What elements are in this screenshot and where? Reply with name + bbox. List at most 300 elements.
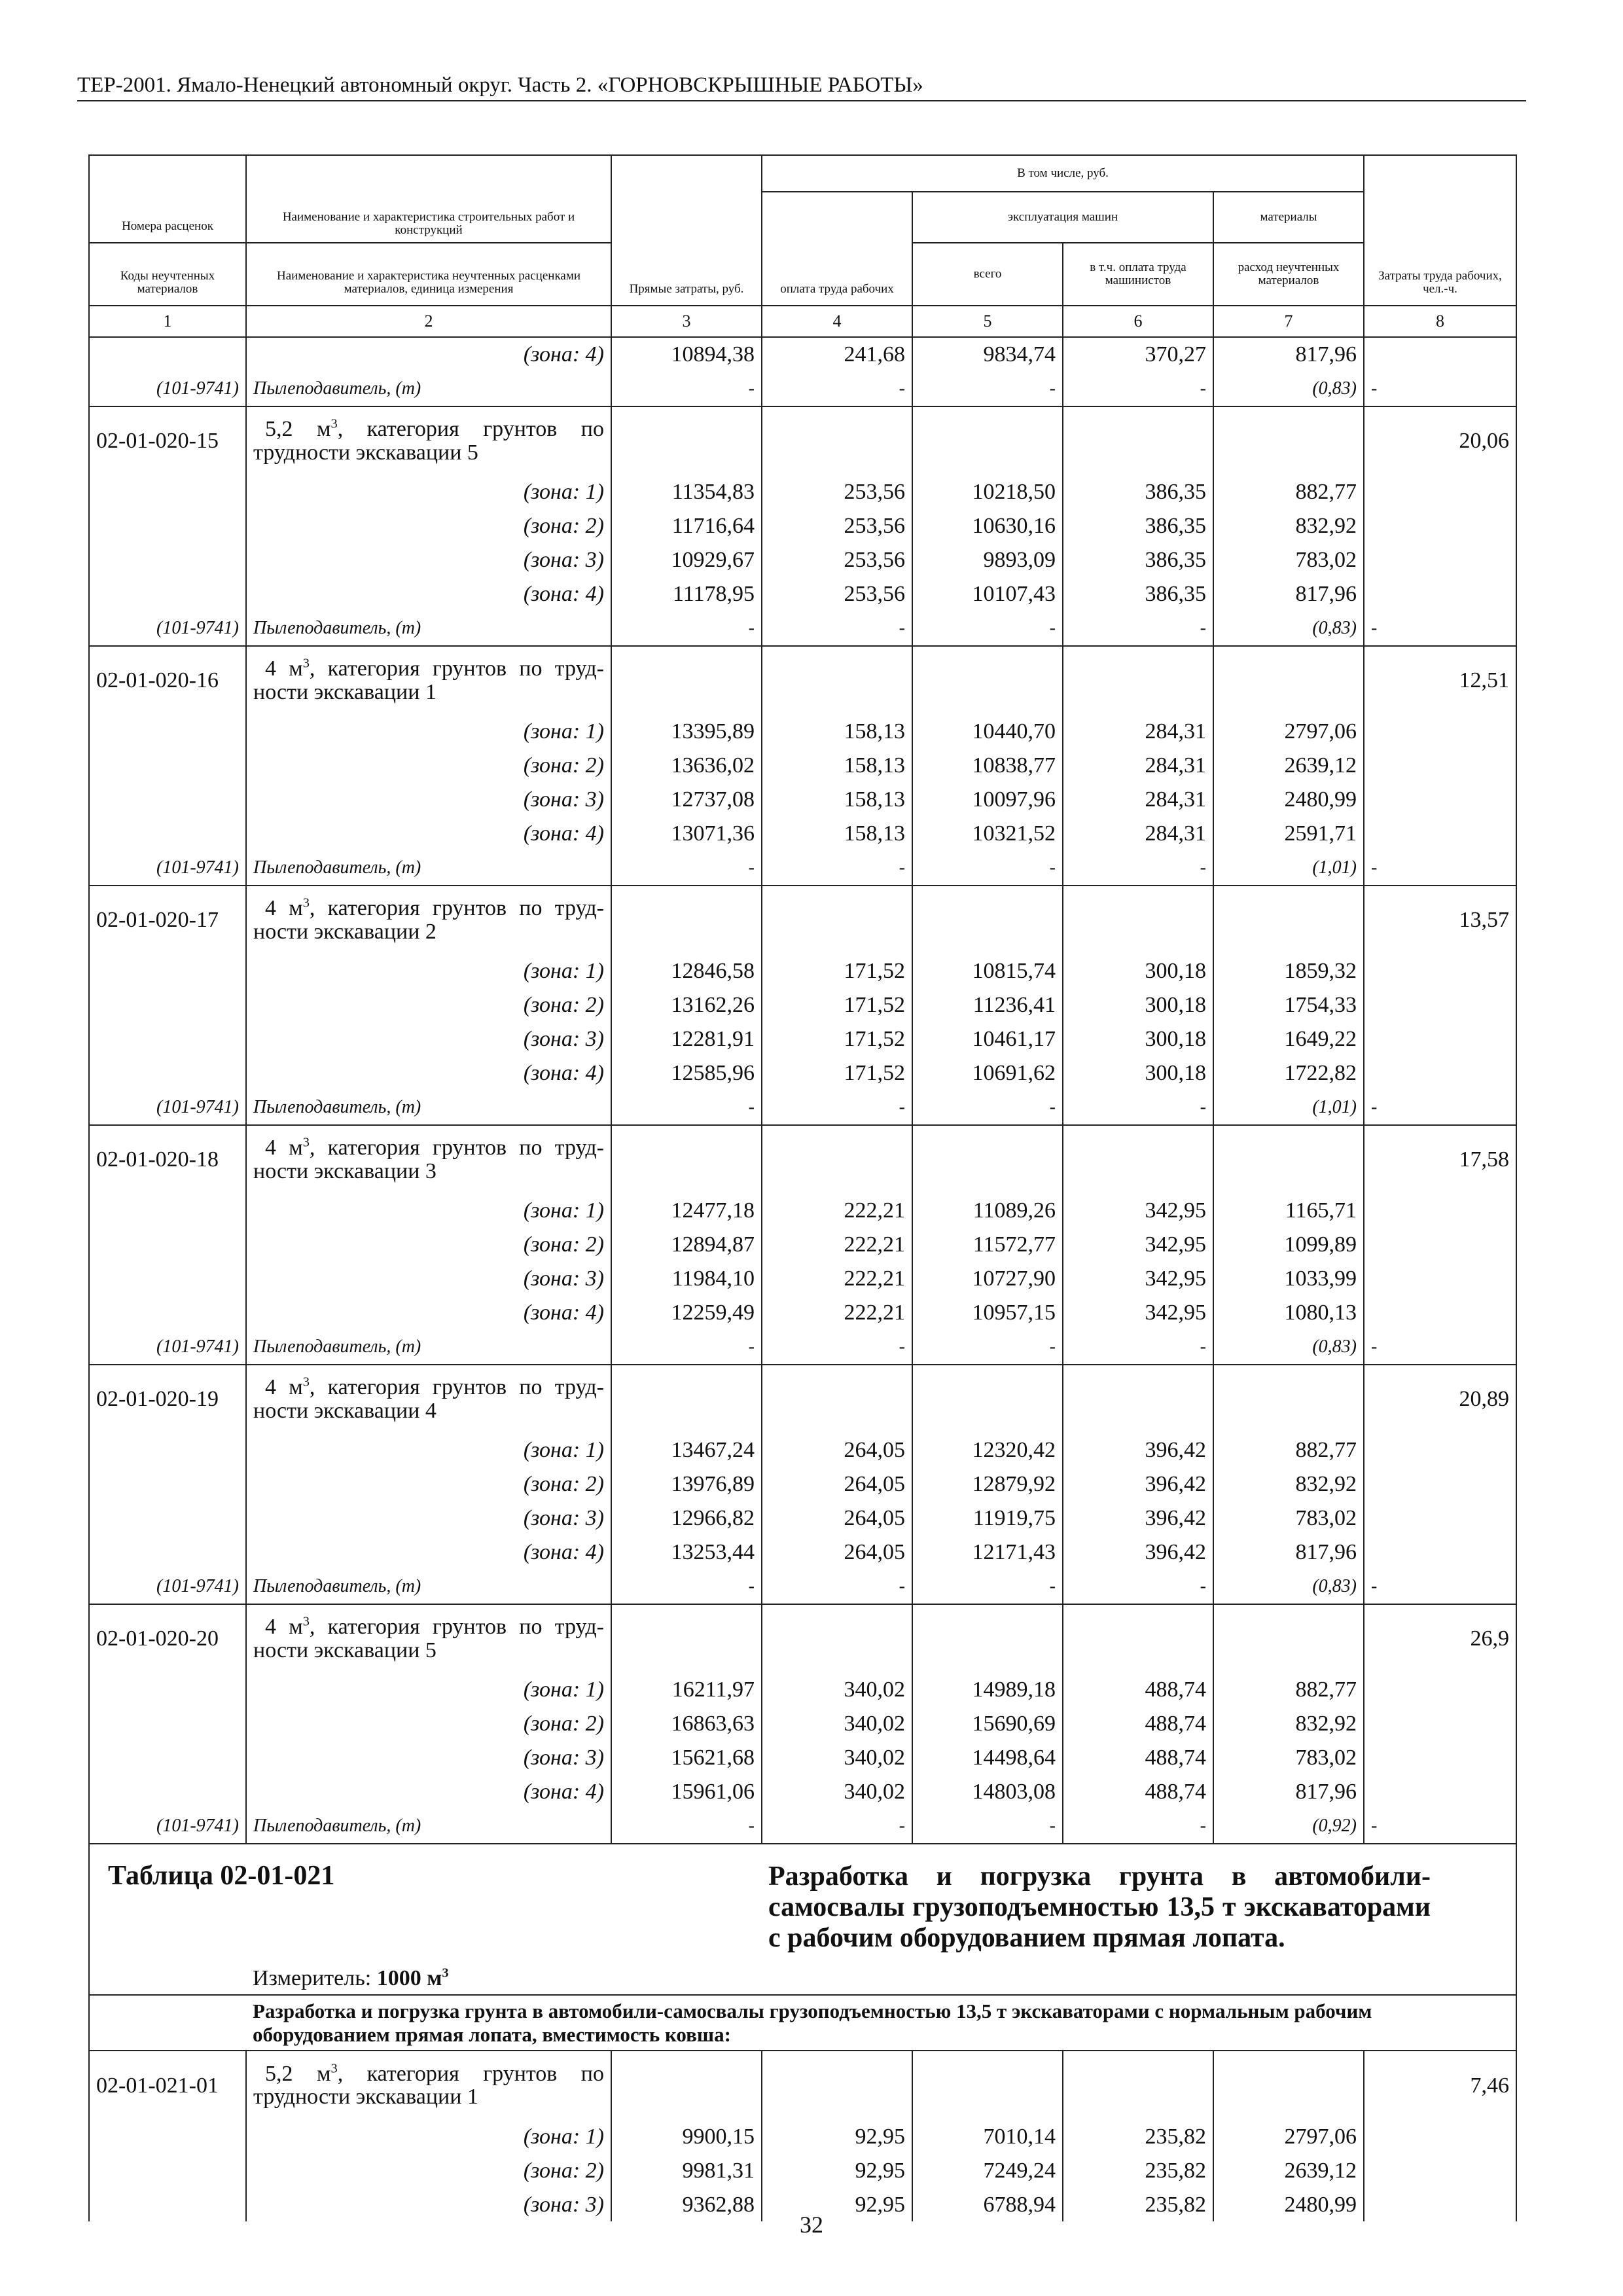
zone-label: (зона: 1)	[246, 475, 611, 509]
superscript: 3	[302, 656, 310, 671]
table-header	[89, 155, 1516, 306]
material-code: (101-9741)	[89, 851, 246, 886]
value-cell: 92,95	[762, 2187, 912, 2221]
description-text: 4 м	[265, 896, 303, 921]
value-cell: 783,02	[1213, 543, 1364, 577]
empty-cell	[89, 1775, 246, 1809]
empty-cell	[1364, 988, 1516, 1022]
value-cell: 11089,26	[912, 1194, 1063, 1228]
zone-row	[89, 1501, 1516, 1535]
empty-cell	[1364, 475, 1516, 509]
value-cell: 92,95	[762, 2119, 912, 2153]
zone-row	[89, 337, 1516, 372]
value-cell: 10929,67	[611, 543, 762, 577]
value-cell: 9893,09	[912, 543, 1063, 577]
empty-cell	[912, 646, 1063, 715]
superscript: 3	[330, 416, 338, 431]
value-cell: 1754,33	[1213, 988, 1364, 1022]
value-cell: 10894,38	[611, 337, 762, 372]
empty-cell	[1063, 406, 1213, 475]
material-code: (101-9741)	[89, 372, 246, 406]
value-cell: 12966,82	[611, 1501, 762, 1535]
table-title-text: Разработка и погрузка грунта в автомобили-самосвалы грузоподъемностью 13,5 т экскаваторами с рабочим оборудованием прямая лопата.	[768, 1861, 1431, 1954]
value-cell: 12894,87	[611, 1228, 762, 1262]
zone-row	[89, 1228, 1516, 1262]
value-cell: 340,02	[762, 1741, 912, 1775]
value-cell: 253,56	[762, 543, 912, 577]
value-cell: 15961,06	[611, 1775, 762, 1809]
empty-cell	[89, 817, 246, 851]
value-cell: 817,96	[1213, 1775, 1364, 1809]
empty-cell	[611, 646, 762, 715]
empty-cell	[1213, 1604, 1364, 1673]
value-cell: 340,02	[762, 1707, 912, 1741]
value-cell: 13976,89	[611, 1467, 762, 1501]
zone-row	[89, 1056, 1516, 1090]
value-cell: 14498,64	[912, 1741, 1063, 1775]
empty-cell	[89, 954, 246, 988]
description-text: , категория грунтов по труд-	[309, 1615, 604, 1640]
value-cell: -	[762, 611, 912, 646]
value-cell: 13467,24	[611, 1433, 762, 1467]
meter-value: 1000 м	[376, 1966, 442, 1991]
rate-description	[246, 1604, 611, 1673]
superscript: 3	[302, 1135, 310, 1150]
value-cell: 11354,83	[611, 475, 762, 509]
material-code: (101-9741)	[89, 1809, 246, 1844]
value-cell: 12281,91	[611, 1022, 762, 1056]
zone-row	[89, 817, 1516, 851]
superscript: 3	[302, 895, 310, 910]
empty-cell	[89, 1501, 246, 1535]
description-text: 5,2 м	[265, 417, 331, 442]
zone-row	[89, 1433, 1516, 1467]
zone-label: (зона: 2)	[246, 749, 611, 783]
empty-cell	[1364, 1775, 1516, 1809]
value-cell: 222,21	[762, 1228, 912, 1262]
empty-cell	[89, 1194, 246, 1228]
value-cell: 2639,12	[1213, 2153, 1364, 2187]
value-cell: 10815,74	[912, 954, 1063, 988]
col-number: 2	[246, 306, 611, 337]
value-cell: (1,01)	[1213, 851, 1364, 886]
value-cell: 342,95	[1063, 1262, 1213, 1296]
description-text: ности экскавации 2	[253, 920, 437, 944]
value-cell: (0,83)	[1213, 372, 1364, 406]
value-cell: 222,21	[762, 1262, 912, 1296]
empty-cell	[89, 1228, 246, 1262]
empty-cell	[1364, 1707, 1516, 1741]
value-cell: 16211,97	[611, 1673, 762, 1707]
value-cell: 10838,77	[912, 749, 1063, 783]
empty-cell	[1213, 886, 1364, 954]
description-text: 4 м	[265, 1615, 303, 1640]
description-line	[253, 418, 604, 441]
col-number: 6	[1063, 306, 1213, 337]
description-line	[253, 1399, 604, 1423]
empty-cell	[1063, 1604, 1213, 1673]
material-row	[89, 1570, 1516, 1604]
zone-label: (зона: 1)	[246, 2119, 611, 2153]
value-cell: 7249,24	[912, 2153, 1063, 2187]
empty-cell	[89, 1535, 246, 1570]
value-cell: 1165,71	[1213, 1194, 1364, 1228]
description-text: ности экскавации 5	[253, 1638, 437, 1662]
value-cell: -	[912, 372, 1063, 406]
empty-cell	[1213, 1125, 1364, 1194]
zone-row	[89, 2119, 1516, 2153]
zone-label: (зона: 4)	[246, 817, 611, 851]
labor-cost: 7,46	[1364, 2051, 1516, 2119]
value-cell: 14803,08	[912, 1775, 1063, 1809]
empty-cell	[89, 509, 246, 543]
value-cell: 13636,02	[611, 749, 762, 783]
empty-cell	[762, 886, 912, 954]
empty-cell	[611, 2051, 762, 2119]
description-text: ности экскавации 4	[253, 1399, 437, 1423]
description-text: , категория грунтов по труд-	[309, 896, 604, 921]
empty-cell	[1213, 406, 1364, 475]
value-cell: 12585,96	[611, 1056, 762, 1090]
empty-cell	[762, 1365, 912, 1433]
zone-row	[89, 577, 1516, 611]
value-cell: 342,95	[1063, 1228, 1213, 1262]
rate-row	[89, 406, 1516, 475]
value-cell: 488,74	[1063, 1741, 1213, 1775]
value-cell: 2797,06	[1213, 2119, 1364, 2153]
value-cell: 1033,99	[1213, 1262, 1364, 1296]
value-cell: 9362,88	[611, 2187, 762, 2221]
value-cell: -	[1063, 372, 1213, 406]
value-cell: -	[762, 1330, 912, 1365]
empty-cell	[1063, 2051, 1213, 2119]
empty-cell	[611, 1604, 762, 1673]
value-cell: 386,35	[1063, 475, 1213, 509]
value-cell: 12737,08	[611, 783, 762, 817]
empty-cell	[762, 406, 912, 475]
empty-cell	[1364, 817, 1516, 851]
zone-label: (зона: 4)	[246, 577, 611, 611]
empty-cell	[89, 543, 246, 577]
value-cell: 13253,44	[611, 1535, 762, 1570]
empty-cell	[1063, 1125, 1213, 1194]
empty-cell	[89, 783, 246, 817]
rate-code: 02-01-021-01	[89, 2051, 246, 2119]
empty-cell	[89, 1707, 246, 1741]
value-cell: 16863,63	[611, 1707, 762, 1741]
rate-code: 02-01-020-18	[89, 1125, 246, 1194]
zone-label: (зона: 4)	[246, 1296, 611, 1330]
value-cell: 12879,92	[912, 1467, 1063, 1501]
empty-cell	[912, 1365, 1063, 1433]
value-cell: -	[611, 1570, 762, 1604]
labor-cost: 26,9	[1364, 1604, 1516, 1673]
description-text: 4 м	[265, 1375, 303, 1400]
rate-description	[246, 886, 611, 954]
material-name: Пылеподавитель, (т)	[246, 851, 611, 886]
material-row	[89, 1330, 1516, 1365]
value-cell: 1859,32	[1213, 954, 1364, 988]
value-cell: 11919,75	[912, 1501, 1063, 1535]
empty-cell	[89, 1296, 246, 1330]
labor-cell: -	[1364, 851, 1516, 886]
value-cell: 300,18	[1063, 988, 1213, 1022]
value-cell: 12320,42	[912, 1433, 1063, 1467]
zone-label: (зона: 4)	[246, 1775, 611, 1809]
value-cell: 386,35	[1063, 509, 1213, 543]
description-text: 4 м	[265, 656, 303, 681]
value-cell: 396,42	[1063, 1433, 1213, 1467]
empty-cell	[1364, 1022, 1516, 1056]
labor-cell: -	[1364, 1570, 1516, 1604]
value-cell: 13395,89	[611, 715, 762, 749]
zone-row	[89, 509, 1516, 543]
zone-label: (зона: 2)	[246, 509, 611, 543]
rate-row	[89, 1125, 1516, 1194]
empty-cell	[89, 2153, 246, 2187]
empty-cell	[1063, 886, 1213, 954]
zone-row	[89, 1467, 1516, 1501]
value-cell: 13162,26	[611, 988, 762, 1022]
labor-cost: 17,58	[1364, 1125, 1516, 1194]
rate-description	[246, 406, 611, 475]
value-cell: 832,92	[1213, 1707, 1364, 1741]
value-cell: (0,83)	[1213, 611, 1364, 646]
empty-cell	[89, 1741, 246, 1775]
description-text: 5,2 м	[265, 2061, 331, 2086]
labor-cost: 13,57	[1364, 886, 1516, 954]
zone-label: (зона: 2)	[246, 988, 611, 1022]
meter	[246, 1954, 1516, 1995]
zone-label: (зона: 3)	[246, 783, 611, 817]
empty-cell	[1364, 1673, 1516, 1707]
value-cell: 340,02	[762, 1775, 912, 1809]
superscript: 3	[330, 2061, 338, 2076]
value-cell: 2797,06	[1213, 715, 1364, 749]
table2-body	[89, 2051, 1516, 2221]
value-cell: 253,56	[762, 475, 912, 509]
rate-row	[89, 1604, 1516, 1673]
rate-row	[89, 886, 1516, 954]
zone-label: (зона: 3)	[246, 1741, 611, 1775]
col-number: 5	[912, 306, 1063, 337]
zone-label: (зона: 4)	[246, 337, 611, 372]
value-cell: 882,77	[1213, 1673, 1364, 1707]
material-row	[89, 372, 1516, 406]
value-cell: 222,21	[762, 1194, 912, 1228]
empty-cell	[1364, 1056, 1516, 1090]
value-cell: -	[762, 851, 912, 886]
rates-table	[88, 154, 1516, 2221]
zone-label: (зона: 1)	[246, 715, 611, 749]
material-name: Пылеподавитель, (т)	[246, 611, 611, 646]
value-cell: 488,74	[1063, 1673, 1213, 1707]
value-cell: 832,92	[1213, 1467, 1364, 1501]
zone-row	[89, 1775, 1516, 1809]
value-cell: 15690,69	[912, 1707, 1063, 1741]
empty-cell	[1063, 646, 1213, 715]
superscript: 3	[302, 1374, 310, 1390]
empty-cell	[762, 2051, 912, 2119]
empty-cell	[1213, 646, 1364, 715]
page-number: 32	[800, 2212, 823, 2238]
zone-row	[89, 1535, 1516, 1570]
description-line	[253, 441, 604, 465]
empty-cell	[1364, 2119, 1516, 2153]
value-cell: 300,18	[1063, 954, 1213, 988]
rate-row	[89, 1365, 1516, 1433]
value-cell: 396,42	[1063, 1535, 1213, 1570]
value-cell: 300,18	[1063, 1056, 1213, 1090]
empty-cell	[1364, 1741, 1516, 1775]
material-code: (101-9741)	[89, 1090, 246, 1125]
material-name: Пылеподавитель, (т)	[246, 1090, 611, 1125]
empty-cell	[89, 749, 246, 783]
zone-row	[89, 749, 1516, 783]
value-cell: -	[611, 1809, 762, 1844]
value-cell: 488,74	[1063, 1707, 1213, 1741]
material-code: (101-9741)	[89, 611, 246, 646]
value-cell: 2480,99	[1213, 2187, 1364, 2221]
description-text: ности экскавации 1	[253, 680, 437, 704]
value-cell: 235,82	[1063, 2119, 1213, 2153]
value-cell: -	[762, 1090, 912, 1125]
value-cell: 158,13	[762, 749, 912, 783]
value-cell: 10321,52	[912, 817, 1063, 851]
table-label-text: Таблица 02-01-021	[108, 1861, 335, 1891]
value-cell: 817,96	[1213, 337, 1364, 372]
col8-header: Затраты труда рабочих, чел.-ч.	[1364, 155, 1516, 306]
value-cell: 12171,43	[912, 1535, 1063, 1570]
value-cell: 11716,64	[611, 509, 762, 543]
col-number: 3	[611, 306, 762, 337]
description-line	[253, 1160, 604, 1183]
empty-cell	[1364, 954, 1516, 988]
zone-row	[89, 783, 1516, 817]
description-text: трудности экскавации 1	[253, 2085, 478, 2109]
subheading	[246, 1995, 1516, 2051]
table2-block	[89, 1844, 1516, 2051]
zone-label: (зона: 1)	[246, 1194, 611, 1228]
description-text: 4 м	[265, 1136, 303, 1160]
empty-cell	[762, 1125, 912, 1194]
meter-label: Измеритель:	[253, 1966, 377, 1991]
zone-row	[89, 954, 1516, 988]
value-cell: 10218,50	[912, 475, 1063, 509]
labor-header: оплата труда рабочих	[762, 192, 912, 306]
value-cell: 171,52	[762, 1022, 912, 1056]
description-text: ности экскавации 3	[253, 1159, 437, 1183]
value-cell: (1,01)	[1213, 1090, 1364, 1125]
empty-cell	[89, 1673, 246, 1707]
value-cell: 253,56	[762, 509, 912, 543]
value-cell: 284,31	[1063, 817, 1213, 851]
material-row	[89, 1809, 1516, 1844]
value-cell: 10097,96	[912, 783, 1063, 817]
empty-cell	[1364, 1194, 1516, 1228]
value-cell: 171,52	[762, 954, 912, 988]
empty-cell	[762, 1604, 912, 1673]
empty-cell	[1213, 1365, 1364, 1433]
empty-cell	[89, 475, 246, 509]
value-cell: 10727,90	[912, 1262, 1063, 1296]
empty-cell	[89, 1056, 246, 1090]
value-cell: -	[762, 372, 912, 406]
empty-cell	[611, 1125, 762, 1194]
empty-cell	[89, 1262, 246, 1296]
value-cell: -	[762, 1809, 912, 1844]
empty-cell	[89, 715, 246, 749]
value-cell: 12477,18	[611, 1194, 762, 1228]
value-cell: 158,13	[762, 783, 912, 817]
value-cell: 241,68	[762, 337, 912, 372]
material-code: (101-9741)	[89, 1570, 246, 1604]
material-row	[89, 1090, 1516, 1125]
value-cell: 264,05	[762, 1433, 912, 1467]
value-cell: 6788,94	[912, 2187, 1063, 2221]
value-cell: 2591,71	[1213, 817, 1364, 851]
value-cell: 1099,89	[1213, 1228, 1364, 1262]
col-number: 1	[89, 306, 246, 337]
zone-label: (зона: 3)	[246, 1022, 611, 1056]
value-cell: 171,52	[762, 1056, 912, 1090]
rate-row	[89, 646, 1516, 715]
labor-cost: 20,89	[1364, 1365, 1516, 1433]
value-cell: -	[912, 1570, 1063, 1604]
value-cell: 2480,99	[1213, 783, 1364, 817]
zone-label: (зона: 2)	[246, 1707, 611, 1741]
empty-cell	[1213, 2051, 1364, 2119]
description-text: трудности экскавации 5	[253, 440, 478, 465]
col-number: 7	[1213, 306, 1364, 337]
value-cell: -	[1063, 1809, 1213, 1844]
superscript: 3	[302, 1614, 310, 1629]
machines-labor-header: в т.ч. оплата труда машинистов	[1063, 243, 1213, 306]
zone-row	[89, 1262, 1516, 1296]
empty-cell	[1364, 1467, 1516, 1501]
empty-cell	[89, 1467, 246, 1501]
value-cell: 264,05	[762, 1535, 912, 1570]
value-cell: 92,95	[762, 2153, 912, 2187]
empty-cell	[89, 577, 246, 611]
empty-cell	[1364, 749, 1516, 783]
zone-label: (зона: 4)	[246, 1535, 611, 1570]
subheading-text: Разработка и погрузка грунта в автомобили-самосвалы грузоподъемностью 13,5 т экскаваторами с нормальным рабочим оборудованием прямая лопата, вместимость ковша:	[253, 2000, 1372, 2046]
col2-header-top: Наименование и характеристика строительных работ и конструкций	[246, 155, 611, 243]
zone-label: (зона: 1)	[246, 1673, 611, 1707]
empty-cell	[912, 1604, 1063, 1673]
value-cell: 253,56	[762, 577, 912, 611]
col-number: 8	[1364, 306, 1516, 337]
value-cell: 396,42	[1063, 1467, 1213, 1501]
col-number: 4	[762, 306, 912, 337]
empty-cell	[89, 1022, 246, 1056]
value-cell: 342,95	[1063, 1296, 1213, 1330]
empty-cell	[1364, 1501, 1516, 1535]
value-cell: 264,05	[762, 1467, 912, 1501]
zone-row	[89, 543, 1516, 577]
material-row	[89, 851, 1516, 886]
value-cell: 396,42	[1063, 1501, 1213, 1535]
value-cell: 10630,16	[912, 509, 1063, 543]
zone-row	[89, 1673, 1516, 1707]
empty-cell	[89, 988, 246, 1022]
table-body	[89, 337, 1516, 1844]
value-cell: 14989,18	[912, 1673, 1063, 1707]
value-cell: 264,05	[762, 1501, 912, 1535]
zone-row	[89, 715, 1516, 749]
value-cell: -	[912, 851, 1063, 886]
